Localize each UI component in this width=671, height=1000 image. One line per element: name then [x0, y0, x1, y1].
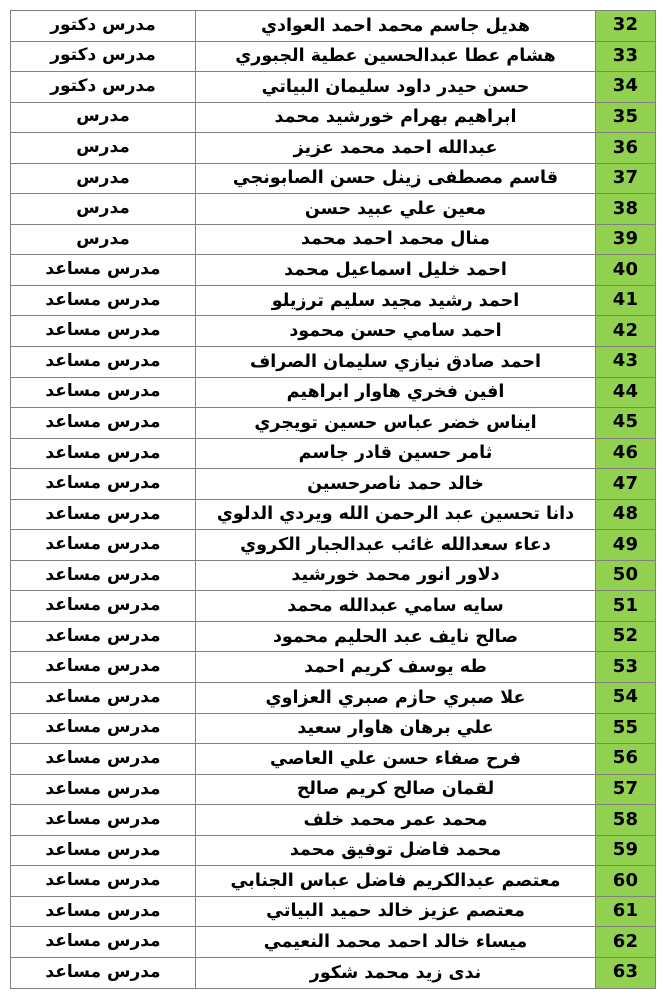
names-table [10, 10, 656, 989]
table-row [11, 805, 656, 836]
academic-title-cell: مدرس مساعد [11, 591, 196, 622]
row-index-cell: 57 [596, 774, 656, 805]
row-index-cell: 47 [596, 469, 656, 500]
row-index-cell: 48 [596, 499, 656, 530]
row-index-cell: 60 [596, 866, 656, 897]
table-row [11, 163, 656, 194]
academic-title-cell: مدرس [11, 102, 196, 133]
table-row [11, 285, 656, 316]
table-row [11, 957, 656, 988]
academic-title-cell: مدرس مساعد [11, 927, 196, 958]
person-name-cell: دانا تحسين عبد الرحمن الله ويردي الدلوي [196, 499, 596, 530]
row-index-cell: 34 [596, 72, 656, 103]
person-name-cell: علا صبري حازم صبري العزاوي [196, 683, 596, 714]
person-name-cell: ثامر حسين قادر جاسم [196, 438, 596, 469]
academic-title-cell: مدرس مساعد [11, 469, 196, 500]
academic-title-cell: مدرس مساعد [11, 744, 196, 775]
table-row [11, 41, 656, 72]
table-row [11, 621, 656, 652]
academic-title-cell: مدرس مساعد [11, 408, 196, 439]
academic-title-cell: مدرس مساعد [11, 347, 196, 378]
academic-title-cell: مدرس مساعد [11, 713, 196, 744]
row-index-cell: 43 [596, 347, 656, 378]
table-row [11, 377, 656, 408]
row-index-cell: 56 [596, 744, 656, 775]
row-index-cell: 44 [596, 377, 656, 408]
academic-title-cell: مدرس مساعد [11, 316, 196, 347]
row-index-cell: 32 [596, 11, 656, 42]
row-index-cell: 53 [596, 652, 656, 683]
row-index-cell: 59 [596, 835, 656, 866]
person-name-cell: ندى زيد محمد شكور [196, 957, 596, 988]
table-row [11, 530, 656, 561]
academic-title-cell: مدرس مساعد [11, 805, 196, 836]
row-index-cell: 36 [596, 133, 656, 164]
academic-title-cell: مدرس مساعد [11, 652, 196, 683]
row-index-cell: 55 [596, 713, 656, 744]
academic-title-cell: مدرس [11, 194, 196, 225]
row-index-cell: 50 [596, 560, 656, 591]
academic-title-cell: مدرس مساعد [11, 530, 196, 561]
person-name-cell: ايناس خضر عباس حسين تويجري [196, 408, 596, 439]
person-name-cell: خالد حمد ناصرحسين [196, 469, 596, 500]
table-row [11, 744, 656, 775]
row-index-cell: 38 [596, 194, 656, 225]
person-name-cell: افين فخري هاوار ابراهيم [196, 377, 596, 408]
academic-title-cell: مدرس مساعد [11, 438, 196, 469]
table-row [11, 774, 656, 805]
row-index-cell: 51 [596, 591, 656, 622]
names-table-body [11, 11, 656, 989]
academic-title-cell: مدرس مساعد [11, 255, 196, 286]
person-name-cell: معتصم عزيز خالد حميد البياتي [196, 896, 596, 927]
table-row [11, 560, 656, 591]
table-row [11, 72, 656, 103]
person-name-cell: احمد خليل اسماعيل محمد [196, 255, 596, 286]
table-row [11, 499, 656, 530]
table-row [11, 224, 656, 255]
person-name-cell: منال محمد احمد محمد [196, 224, 596, 255]
person-name-cell: دلاور انور محمد خورشيد [196, 560, 596, 591]
row-index-cell: 35 [596, 102, 656, 133]
person-name-cell: احمد رشيد مجيد سليم ترزيلو [196, 285, 596, 316]
person-name-cell: هديل جاسم محمد احمد العوادي [196, 11, 596, 42]
person-name-cell: ميساء خالد احمد محمد النعيمي [196, 927, 596, 958]
person-name-cell: عبدالله احمد محمد عزيز [196, 133, 596, 164]
row-index-cell: 54 [596, 683, 656, 714]
academic-title-cell: مدرس [11, 133, 196, 164]
table-row [11, 102, 656, 133]
academic-title-cell: مدرس مساعد [11, 377, 196, 408]
person-name-cell: معين علي عبيد حسن [196, 194, 596, 225]
row-index-cell: 52 [596, 621, 656, 652]
table-row [11, 591, 656, 622]
academic-title-cell: مدرس مساعد [11, 621, 196, 652]
academic-title-cell: مدرس مساعد [11, 683, 196, 714]
person-name-cell: محمد فاضل توفيق محمد [196, 835, 596, 866]
row-index-cell: 33 [596, 41, 656, 72]
row-index-cell: 46 [596, 438, 656, 469]
academic-title-cell: مدرس مساعد [11, 866, 196, 897]
table-row [11, 316, 656, 347]
table-row [11, 133, 656, 164]
table-row [11, 866, 656, 897]
person-name-cell: دعاء سعدالله غائب عبدالجبار الكروي [196, 530, 596, 561]
table-row [11, 683, 656, 714]
person-name-cell: معتصم عبدالكريم فاضل عباس الجنابي [196, 866, 596, 897]
person-name-cell: حسن حيدر داود سليمان البياتي [196, 72, 596, 103]
table-row [11, 438, 656, 469]
person-name-cell: ابراهيم بهرام خورشيد محمد [196, 102, 596, 133]
person-name-cell: سايه سامي عبدالله محمد [196, 591, 596, 622]
table-row [11, 896, 656, 927]
table-row [11, 408, 656, 439]
academic-title-cell: مدرس دكتور [11, 72, 196, 103]
row-index-cell: 45 [596, 408, 656, 439]
table-row [11, 194, 656, 225]
person-name-cell: لقمان صالح كريم صالح [196, 774, 596, 805]
person-name-cell: علي برهان هاوار سعيد [196, 713, 596, 744]
academic-title-cell: مدرس مساعد [11, 499, 196, 530]
row-index-cell: 61 [596, 896, 656, 927]
table-row [11, 255, 656, 286]
table-row [11, 835, 656, 866]
person-name-cell: هشام عطا عبدالحسين عطية الجبوري [196, 41, 596, 72]
academic-title-cell: مدرس دكتور [11, 11, 196, 42]
academic-title-cell: مدرس [11, 224, 196, 255]
academic-title-cell: مدرس مساعد [11, 560, 196, 591]
academic-title-cell: مدرس دكتور [11, 41, 196, 72]
person-name-cell: احمد صادق نيازي سليمان الصراف [196, 347, 596, 378]
row-index-cell: 63 [596, 957, 656, 988]
person-name-cell: صالح نايف عبد الحليم محمود [196, 621, 596, 652]
academic-title-cell: مدرس مساعد [11, 957, 196, 988]
person-name-cell: فرح صفاء حسن علي العاصي [196, 744, 596, 775]
person-name-cell: احمد سامي حسن محمود [196, 316, 596, 347]
row-index-cell: 49 [596, 530, 656, 561]
person-name-cell: طه يوسف كريم احمد [196, 652, 596, 683]
table-row [11, 652, 656, 683]
row-index-cell: 62 [596, 927, 656, 958]
row-index-cell: 39 [596, 224, 656, 255]
table-row [11, 469, 656, 500]
academic-title-cell: مدرس مساعد [11, 835, 196, 866]
table-row [11, 11, 656, 42]
table-row [11, 713, 656, 744]
row-index-cell: 40 [596, 255, 656, 286]
row-index-cell: 42 [596, 316, 656, 347]
academic-title-cell: مدرس مساعد [11, 774, 196, 805]
row-index-cell: 58 [596, 805, 656, 836]
row-index-cell: 37 [596, 163, 656, 194]
row-index-cell: 41 [596, 285, 656, 316]
academic-title-cell: مدرس مساعد [11, 285, 196, 316]
academic-title-cell: مدرس مساعد [11, 896, 196, 927]
table-row [11, 927, 656, 958]
person-name-cell: محمد عمر محمد خلف [196, 805, 596, 836]
person-name-cell: قاسم مصطفى زينل حسن الصابونجي [196, 163, 596, 194]
academic-title-cell: مدرس [11, 163, 196, 194]
table-row [11, 347, 656, 378]
